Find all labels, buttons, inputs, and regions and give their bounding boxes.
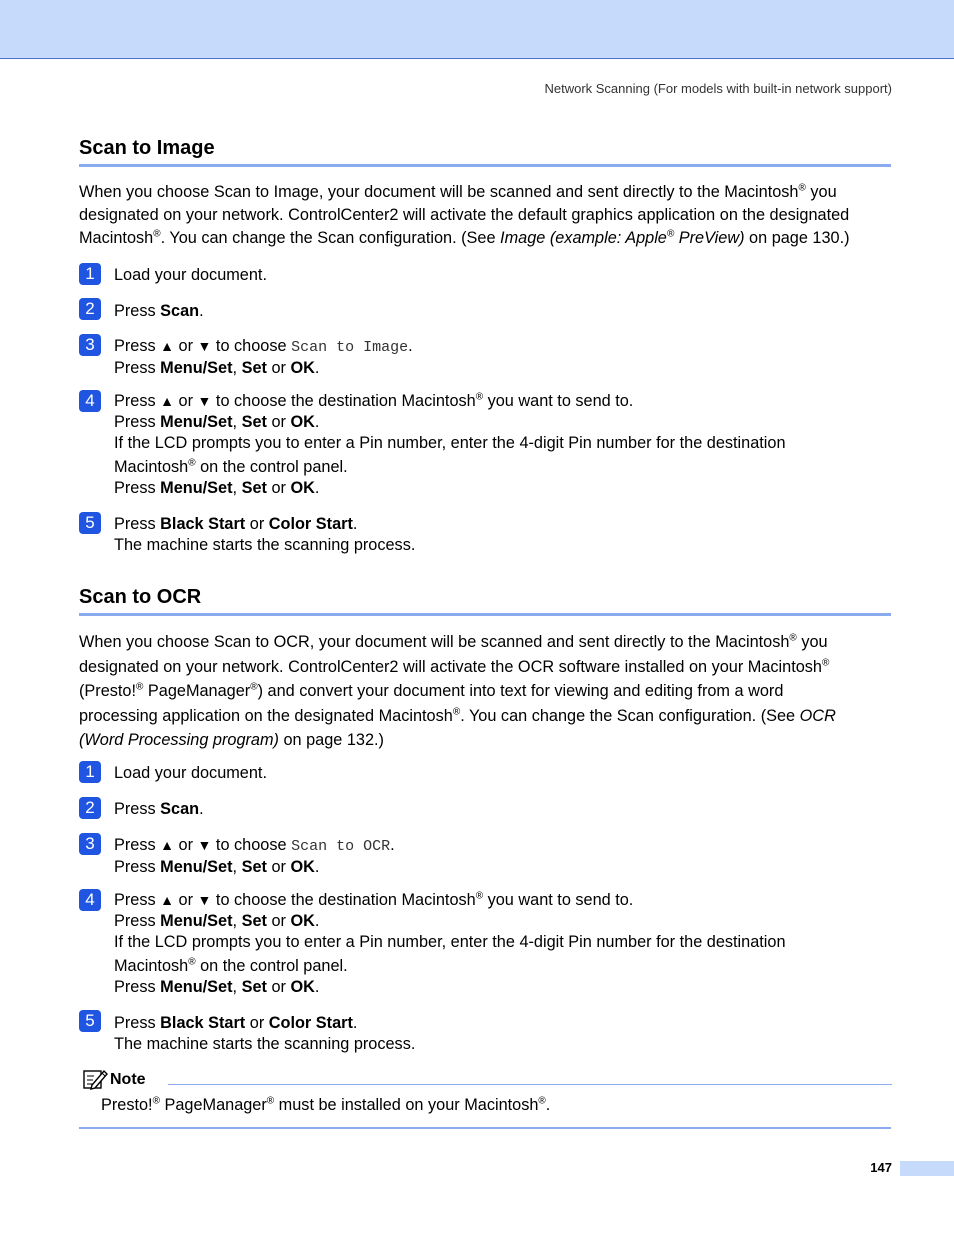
step-number-badge: 3 (79, 334, 101, 356)
down-arrow-icon: ▼ (197, 892, 212, 908)
note-text: Presto!® PageManager® must be installed on your Macintosh®. (101, 1095, 551, 1114)
step-number-badge: 1 (79, 263, 101, 285)
up-arrow-icon: ▲ (160, 837, 175, 853)
up-arrow-icon: ▲ (160, 338, 175, 354)
down-arrow-icon: ▼ (197, 837, 212, 853)
up-arrow-icon: ▲ (160, 393, 175, 409)
up-arrow-icon: ▲ (160, 892, 175, 908)
lcd-option: Scan to Image (291, 339, 409, 356)
page-number: 147 (870, 1160, 892, 1175)
step-number-badge: 5 (79, 1010, 101, 1032)
step-number-badge: 4 (79, 889, 101, 911)
intro-scan-to-image: When you choose Scan to Image, your document will be scanned and sent directly to the Macintosh® you designated on your network. ControlCenter2 will activate the default graphics application on the designated Macintosh®. You can change the Scan configuration. (See Image (example: Apple® PreView) on page 130.) (79, 182, 850, 247)
page-tab (900, 1161, 954, 1176)
intro-scan-to-ocr: When you choose Scan to OCR, your document will be scanned and sent directly to the Macintosh® you designated on your network. ControlCenter2 will activate the OCR software installed on your Macintosh® (Presto!® PageManager®) and convert your document into text for viewing and editing from a word processing application on the designated Macintosh®. You can change the Scan configuration. (See OCR (Word Processing program) on page 132.) (79, 632, 836, 749)
step-number-badge: 2 (79, 797, 101, 819)
section-title-scan-to-ocr: Scan to OCR (79, 586, 891, 616)
top-header-band (0, 0, 954, 59)
lcd-option: Scan to OCR (291, 838, 391, 855)
section-title-scan-to-image: Scan to Image (79, 137, 891, 167)
note-divider (168, 1084, 892, 1085)
step-number-badge: 4 (79, 390, 101, 412)
down-arrow-icon: ▼ (197, 338, 212, 354)
running-header: Network Scanning (For models with built-in network support) (544, 81, 892, 96)
note-pencil-icon (82, 1068, 108, 1090)
step-number-badge: 1 (79, 761, 101, 783)
step-number-badge: 5 (79, 512, 101, 534)
note-label: Note (110, 1071, 146, 1088)
note-header (80, 1068, 892, 1088)
step-number-badge: 3 (79, 833, 101, 855)
note-bottom-rule (79, 1127, 891, 1129)
step-number-badge: 2 (79, 298, 101, 320)
down-arrow-icon: ▼ (197, 393, 212, 409)
